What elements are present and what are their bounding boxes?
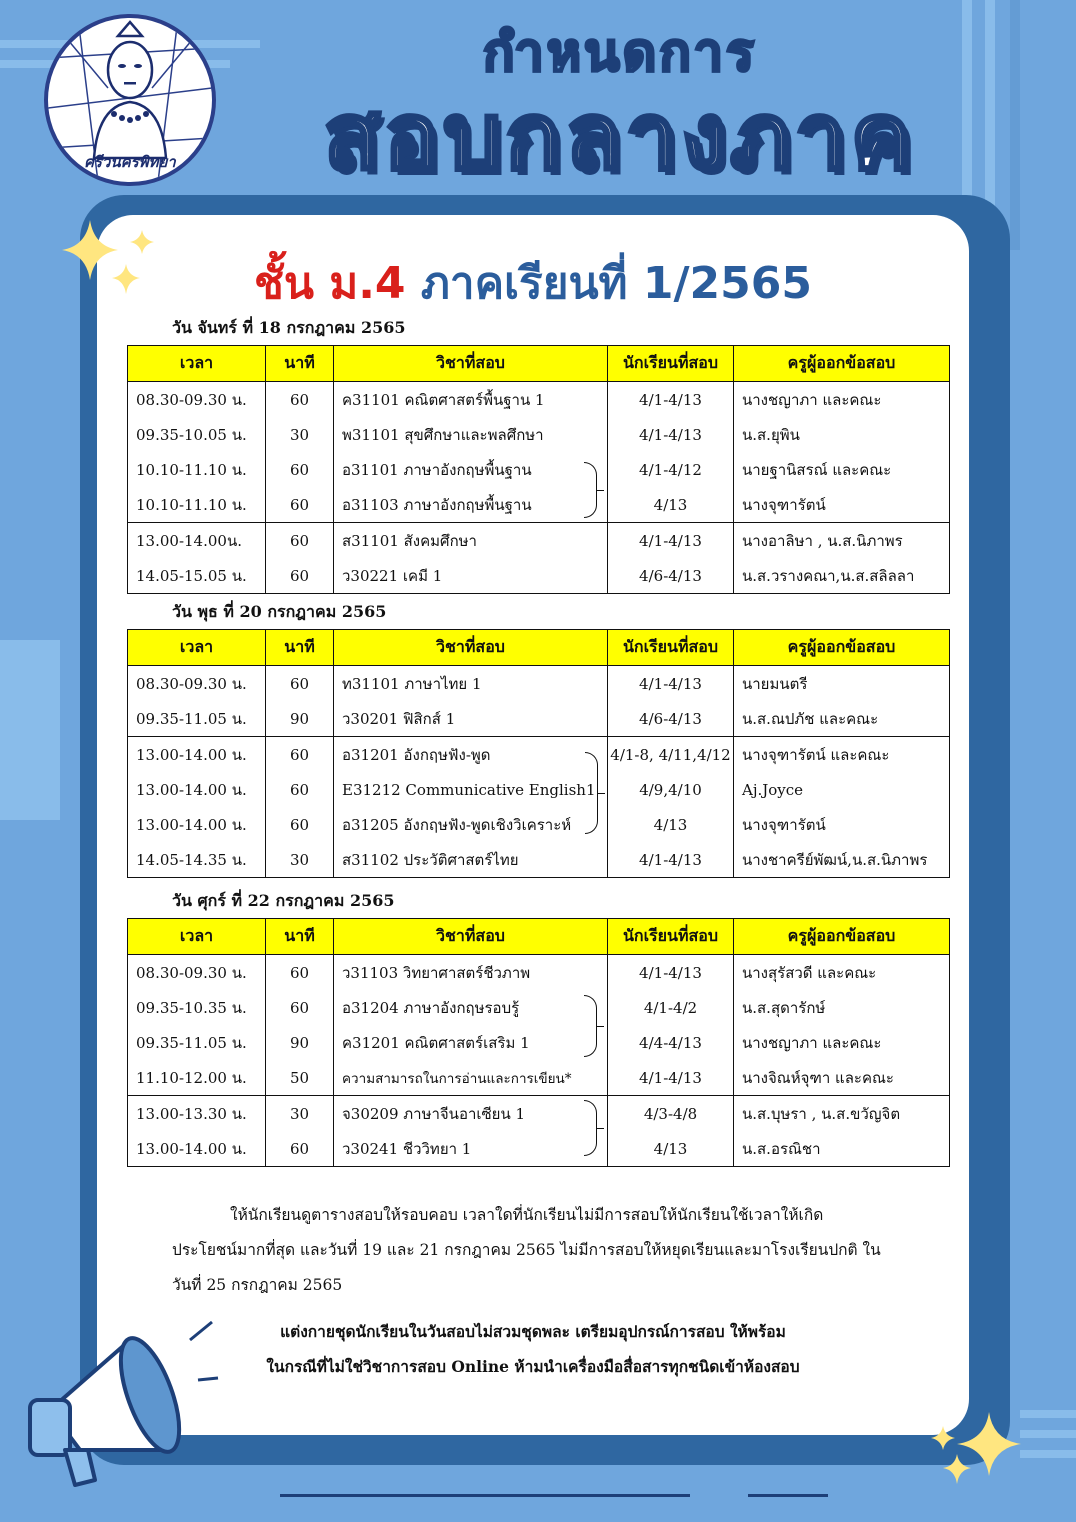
cell-subject: ว31103 วิทยาศาสตร์ชีวภาพ bbox=[334, 955, 608, 991]
cell-teacher: น.ส.อรณิชา bbox=[734, 1131, 950, 1167]
schedule-table-monday bbox=[127, 345, 950, 594]
cell-minutes: 60 bbox=[266, 772, 334, 807]
cell-time: 13.00-14.00น. bbox=[128, 523, 266, 559]
col-header-time: เวลา bbox=[128, 919, 266, 955]
cell-time: 13.00-14.00 น. bbox=[128, 1131, 266, 1167]
cell-subject: ว30201 ฟิสิกส์ 1 bbox=[334, 701, 608, 737]
cell-subject: พ31101 สุขศึกษาและพลศึกษา bbox=[334, 417, 608, 452]
school-logo bbox=[44, 14, 216, 186]
col-header-students: นักเรียนที่สอบ bbox=[608, 346, 734, 382]
cell-subject: อ31103 ภาษาอังกฤษพื้นฐาน bbox=[334, 487, 608, 523]
cell-time: 10.10-11.10 น. bbox=[128, 487, 266, 523]
table-row bbox=[128, 487, 950, 523]
logo-text: ศรีวนครพิทยา bbox=[84, 153, 176, 171]
cell-students: 4/1-4/13 bbox=[608, 382, 734, 418]
header-subtitle: กำหนดการ bbox=[483, 23, 757, 83]
cell-subject: จ30209 ภาษาจีนอาเซียน 1 bbox=[334, 1096, 608, 1132]
cell-subject: อ31101 ภาษาอังกฤษพื้นฐาน bbox=[334, 452, 608, 487]
col-header-students: นักเรียนที่สอบ bbox=[608, 630, 734, 666]
cell-minutes: 50 bbox=[266, 1060, 334, 1096]
cell-subject: ค31101 คณิตศาสตร์พื้นฐาน 1 bbox=[334, 382, 608, 418]
table-row bbox=[128, 523, 950, 559]
dress-code-note: แต่งกายชุดนักเรียนในวันสอบไม่สวมชุดพละ เตรียมอุปกรณ์การสอบ ให้พร้อม bbox=[280, 1322, 786, 1341]
cell-subject: ท31101 ภาษาไทย 1 bbox=[334, 666, 608, 702]
table-row bbox=[128, 1131, 950, 1167]
cell-subject: อ31204 ภาษาอังกฤษรอบรู้ bbox=[334, 990, 608, 1025]
cell-minutes: 90 bbox=[266, 1025, 334, 1060]
table-row bbox=[128, 737, 950, 773]
note-line: ประโยชน์มากที่สุด และวันที่ 19 และ 21 กรกฎาคม 2565 ไม่มีการสอบให้หยุดเรียนและมาโรงเรียนปกติ ใน bbox=[172, 1241, 881, 1259]
cell-teacher: น.ส.สุดารักษ์ bbox=[734, 990, 950, 1025]
cell-teacher: นางจุฑารัตน์ bbox=[734, 487, 950, 523]
col-header-minutes: นาที bbox=[266, 919, 334, 955]
cell-teacher: น.ส.ณปภัช และคณะ bbox=[734, 701, 950, 737]
group-brace bbox=[584, 1100, 597, 1156]
cell-minutes: 60 bbox=[266, 666, 334, 702]
cell-time: 08.30-09.30 น. bbox=[128, 955, 266, 991]
cell-students: 4/3-4/8 bbox=[608, 1096, 734, 1132]
col-header-time: เวลา bbox=[128, 630, 266, 666]
cell-teacher: น.ส.บุษรา , น.ส.ขวัญจิต bbox=[734, 1096, 950, 1132]
cell-teacher: นางสุรัสวดี และคณะ bbox=[734, 955, 950, 991]
table-header-row bbox=[128, 919, 950, 955]
table-header-row bbox=[128, 346, 950, 382]
bg-stripe bbox=[0, 640, 60, 820]
cell-students: 4/13 bbox=[608, 487, 734, 523]
grade-title bbox=[97, 248, 969, 318]
cell-teacher: นายมนตรี bbox=[734, 666, 950, 702]
bg-stripe bbox=[1010, 0, 1020, 250]
device-rule-note: ในกรณีที่ไม่ใช่วิชาการสอบ Online ห้ามนำเครื่องมือสื่อสารทุกชนิดเข้าห้องสอบ bbox=[266, 1357, 800, 1376]
col-header-students: นักเรียนที่สอบ bbox=[608, 919, 734, 955]
col-header-teacher: ครูผู้ออกข้อสอบ bbox=[734, 346, 950, 382]
decorative-line bbox=[748, 1494, 828, 1497]
cell-time: 09.35-11.05 น. bbox=[128, 701, 266, 737]
cell-time: 14.05-14.35 น. bbox=[128, 842, 266, 878]
col-header-teacher: ครูผู้ออกข้อสอบ bbox=[734, 630, 950, 666]
table-row bbox=[128, 452, 950, 487]
day-label-wednesday: วัน พุธ ที่ 20 กรกฎาคม 2565 bbox=[172, 602, 387, 621]
cell-teacher: นางอาลิษา , น.ส.นิภาพร bbox=[734, 523, 950, 559]
cell-students: 4/1-4/13 bbox=[608, 523, 734, 559]
day-label-friday: วัน ศุกร์ ที่ 22 กรกฎาคม 2565 bbox=[172, 891, 395, 910]
cell-minutes: 60 bbox=[266, 452, 334, 487]
cell-students: 4/1-4/13 bbox=[608, 955, 734, 991]
col-header-teacher: ครูผู้ออกข้อสอบ bbox=[734, 919, 950, 955]
sparkle-icon bbox=[925, 1408, 1025, 1490]
table-row bbox=[128, 842, 950, 878]
table-header-row bbox=[128, 630, 950, 666]
cell-teacher: นางจุฑารัตน์ bbox=[734, 807, 950, 842]
cell-teacher: นางจุฑารัตน์ และคณะ bbox=[734, 737, 950, 773]
cell-students: 4/1-4/13 bbox=[608, 842, 734, 878]
cell-subject: อ31201 อังกฤษฟัง-พูด bbox=[334, 737, 608, 773]
cell-students: 4/6-4/13 bbox=[608, 558, 734, 594]
group-brace bbox=[584, 995, 597, 1057]
table-row bbox=[128, 701, 950, 737]
decorative-line bbox=[280, 1494, 690, 1497]
cell-minutes: 60 bbox=[266, 990, 334, 1025]
cell-teacher: นางชญาภา และคณะ bbox=[734, 1025, 950, 1060]
group-brace bbox=[585, 752, 598, 834]
cell-time: 13.00-14.00 น. bbox=[128, 737, 266, 773]
cell-teacher: นางจิณห์จุฑา และคณะ bbox=[734, 1060, 950, 1096]
cell-students: 4/13 bbox=[608, 1131, 734, 1167]
cell-students: 4/4-4/13 bbox=[608, 1025, 734, 1060]
table-row bbox=[128, 955, 950, 991]
cell-minutes: 60 bbox=[266, 955, 334, 991]
cell-minutes: 60 bbox=[266, 737, 334, 773]
cell-subject: ส31102 ประวัติศาสตร์ไทย bbox=[334, 842, 608, 878]
bg-stripe bbox=[1020, 1450, 1076, 1458]
col-header-time: เวลา bbox=[128, 346, 266, 382]
grade-level: ชั้น ม.4 bbox=[253, 258, 406, 309]
cell-students: 4/1-4/13 bbox=[608, 417, 734, 452]
cell-subject: E31212 Communicative English1 bbox=[334, 772, 608, 807]
table-row bbox=[128, 990, 950, 1025]
cell-students: 4/1-4/13 bbox=[608, 1060, 734, 1096]
cell-minutes: 30 bbox=[266, 417, 334, 452]
table-row bbox=[128, 807, 950, 842]
cell-subject: ค31201 คณิตศาสตร์เสริม 1 bbox=[334, 1025, 608, 1060]
cell-minutes: 60 bbox=[266, 382, 334, 418]
cell-students: 4/1-4/2 bbox=[608, 990, 734, 1025]
cell-time: 14.05-15.05 น. bbox=[128, 558, 266, 594]
table-row bbox=[128, 558, 950, 594]
cell-subject: อ31205 อังกฤษฟัง-พูดเชิงวิเคราะห์ bbox=[334, 807, 608, 842]
cell-teacher: นายฐานิสรณ์ และคณะ bbox=[734, 452, 950, 487]
cell-teacher: นางชญาภา และคณะ bbox=[734, 382, 950, 418]
exam-instructions bbox=[172, 1198, 907, 1303]
cell-subject: ว30241 ชีววิทยา 1 bbox=[334, 1131, 608, 1167]
cell-students: 4/13 bbox=[608, 807, 734, 842]
note-line: วันที่ 25 กรกฎาคม 2565 bbox=[172, 1276, 343, 1294]
table-row bbox=[128, 1060, 950, 1096]
bg-stripe bbox=[1020, 1430, 1076, 1438]
cell-minutes: 60 bbox=[266, 1131, 334, 1167]
cell-minutes: 30 bbox=[266, 842, 334, 878]
cell-teacher: น.ส.วรางคณา,น.ส.สลิลลา bbox=[734, 558, 950, 594]
cell-time: 11.10-12.00 น. bbox=[128, 1060, 266, 1096]
schedule-table-wednesday bbox=[127, 629, 950, 878]
cell-time: 08.30-09.30 น. bbox=[128, 666, 266, 702]
table-row bbox=[128, 1025, 950, 1060]
cell-minutes: 90 bbox=[266, 701, 334, 737]
cell-time: 09.35-10.35 น. bbox=[128, 990, 266, 1025]
cell-time: 10.10-11.10 น. bbox=[128, 452, 266, 487]
cell-time: 13.00-13.30 น. bbox=[128, 1096, 266, 1132]
cell-teacher: Aj.Joyce bbox=[734, 772, 950, 807]
note-line: ให้นักเรียนดูตารางสอบให้รอบคอบ เวลาใดที่นักเรียนไม่มีการสอบให้นักเรียนใช้เวลาให้เกิด bbox=[230, 1206, 824, 1224]
cell-students: 4/1-8, 4/11,4/12 bbox=[608, 737, 734, 773]
col-header-subject: วิชาที่สอบ bbox=[334, 919, 608, 955]
col-header-minutes: นาที bbox=[266, 630, 334, 666]
group-brace bbox=[584, 462, 597, 518]
table-row bbox=[128, 417, 950, 452]
cell-subject: ว30221 เคมี 1 bbox=[334, 558, 608, 594]
cell-minutes: 60 bbox=[266, 807, 334, 842]
cell-students: 4/6-4/13 bbox=[608, 701, 734, 737]
cell-minutes: 60 bbox=[266, 523, 334, 559]
cell-subject: ความสามารถในการอ่านและการเขียน* bbox=[334, 1060, 608, 1096]
col-header-subject: วิชาที่สอบ bbox=[334, 346, 608, 382]
term-label: ภาคเรียนที่ 1/2565 bbox=[420, 258, 813, 309]
cell-teacher: นางชาครีย์พัฒน์,น.ส.นิภาพร bbox=[734, 842, 950, 878]
table-row bbox=[128, 772, 950, 807]
cell-minutes: 30 bbox=[266, 1096, 334, 1132]
cell-time: 09.35-11.05 น. bbox=[128, 1025, 266, 1060]
cell-teacher: น.ส.ยุพิน bbox=[734, 417, 950, 452]
cell-students: 4/9,4/10 bbox=[608, 772, 734, 807]
cell-minutes: 60 bbox=[266, 558, 334, 594]
day-label-monday: วัน จันทร์ ที่ 18 กรกฎาคม 2565 bbox=[172, 318, 406, 337]
cell-time: 13.00-14.00 น. bbox=[128, 807, 266, 842]
cell-time: 08.30-09.30 น. bbox=[128, 382, 266, 418]
col-header-minutes: นาที bbox=[266, 346, 334, 382]
cell-minutes: 60 bbox=[266, 487, 334, 523]
table-row bbox=[128, 666, 950, 702]
cell-time: 13.00-14.00 น. bbox=[128, 772, 266, 807]
cell-subject: ส31101 สังคมศึกษา bbox=[334, 523, 608, 559]
cell-students: 4/1-4/13 bbox=[608, 666, 734, 702]
cell-time: 09.35-10.05 น. bbox=[128, 417, 266, 452]
schedule-table-friday bbox=[127, 918, 950, 1167]
col-header-subject: วิชาที่สอบ bbox=[334, 630, 608, 666]
header-title: สอบกลางภาค bbox=[323, 83, 917, 190]
cell-students: 4/1-4/12 bbox=[608, 452, 734, 487]
table-row bbox=[128, 382, 950, 418]
table-row bbox=[128, 1096, 950, 1132]
bg-stripe bbox=[1020, 1410, 1076, 1418]
